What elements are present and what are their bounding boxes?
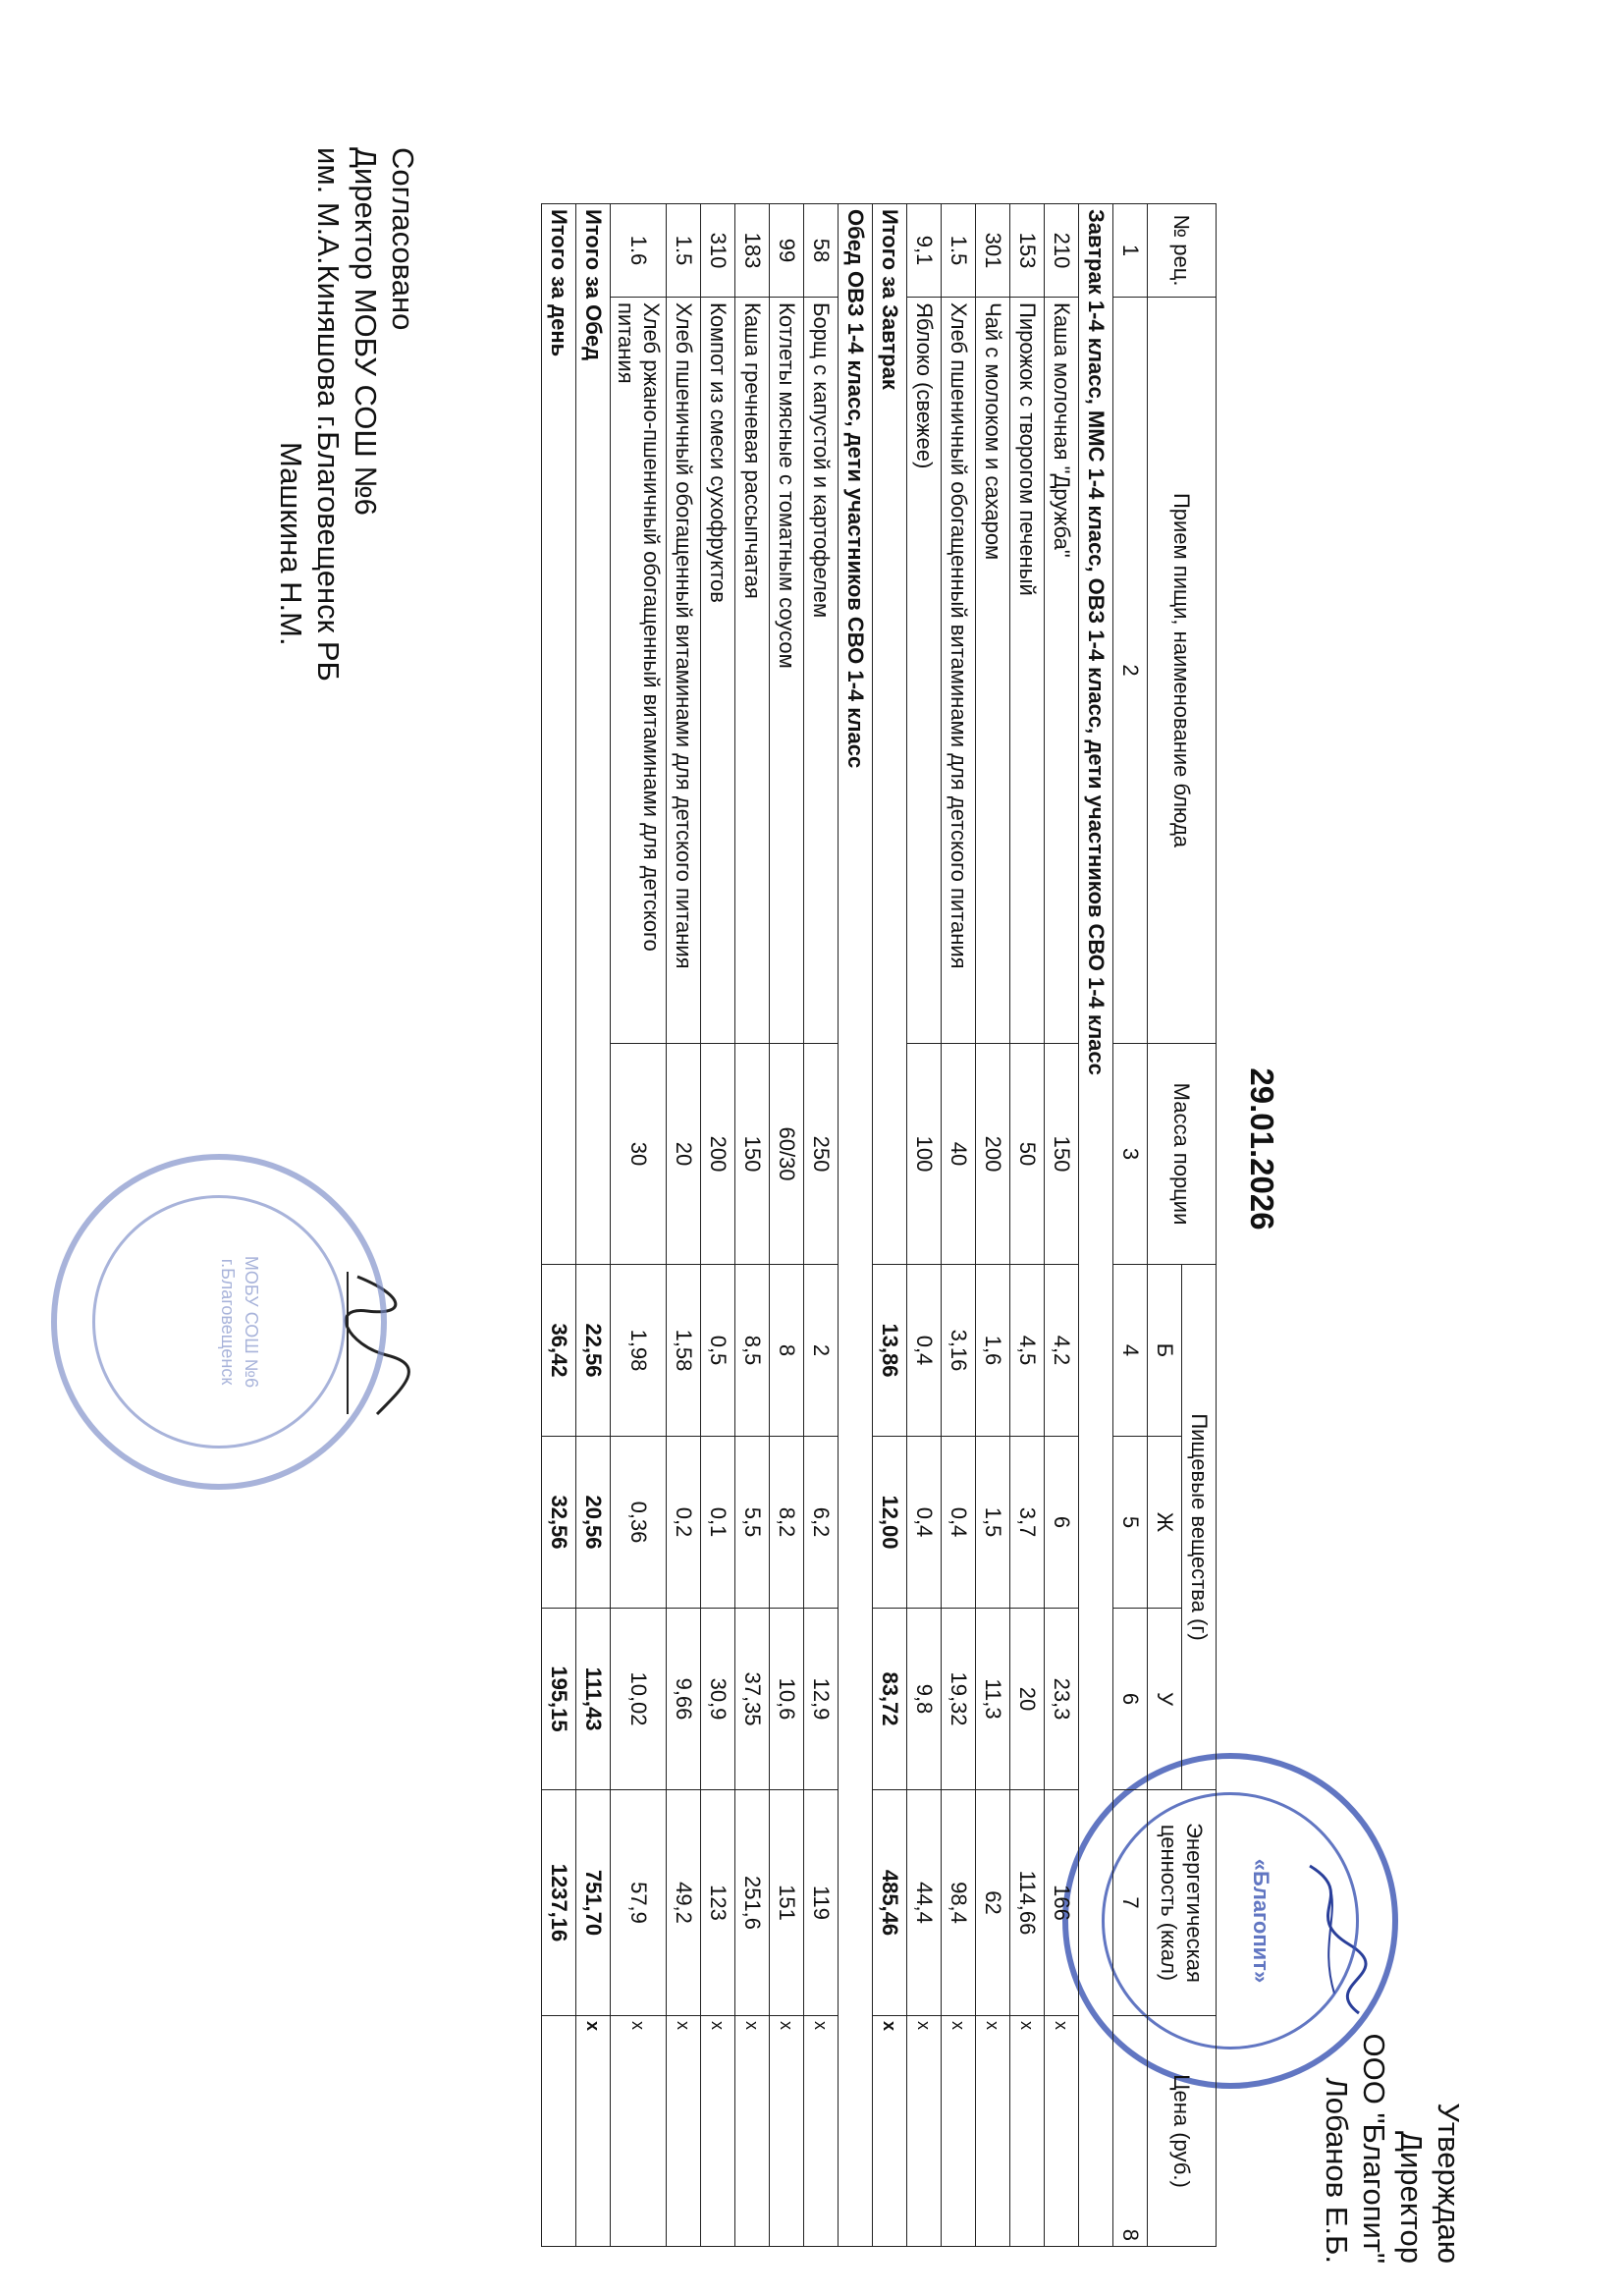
u-cell: 30,9 [701, 1609, 735, 1790]
menu-table [541, 203, 1217, 2247]
price-cell: x [701, 2016, 735, 2247]
col-number: 5 [1113, 1437, 1148, 1609]
kcal-cell: 166 [1045, 1790, 1079, 2016]
kcal-cell: 123 [701, 1790, 735, 2016]
price-cell: x [1045, 2016, 1079, 2247]
approval-left-position: Директор МОБУ СОШ №6 [349, 147, 383, 516]
price-cell: x [770, 2016, 804, 2247]
b-cell: 1,58 [667, 1265, 701, 1437]
b-cell: 2 [804, 1265, 839, 1437]
mass-cell: 30 [611, 1044, 667, 1265]
zh-cell: 3,7 [1010, 1437, 1045, 1609]
approval-left-school: им. М.А.Киняшова г.Благовещенск РБ [311, 147, 346, 682]
approval-right-position: Директор [1394, 2130, 1429, 2264]
u-cell: 9,8 [907, 1609, 942, 1790]
kcal-cell: 251,6 [735, 1790, 770, 2016]
b-cell: 36,42 [542, 1265, 576, 1437]
b-cell: 13,86 [873, 1265, 907, 1437]
header-u: У [1148, 1609, 1182, 1790]
u-cell: 111,43 [576, 1609, 611, 1790]
header-zh: Ж [1148, 1437, 1182, 1609]
breakfast-title: Завтрак 1-4 класс, ММС 1-4 класс, ОВЗ 1-4 класс, дети участников СВО 1-4 класс [1079, 204, 1113, 2247]
kcal-cell: 98,4 [942, 1790, 976, 2016]
header-nutrients: Пищевые вещества (г) [1182, 1265, 1217, 1790]
dish-cell: Хлеб пшеничный обогащенный витаминами для детского питания [667, 298, 701, 1044]
price-cell: x [804, 2016, 839, 2247]
price-cell: x [667, 2016, 701, 2247]
dish-cell: Котлеты мясные с томатным соусом [770, 298, 804, 1044]
price-cell: x [942, 2016, 976, 2247]
rec-cell: 210 [1045, 204, 1079, 298]
mass-cell: 150 [735, 1044, 770, 1265]
approval-right-title: Утверждаю [1432, 2103, 1466, 2264]
dish-cell: Компот из смеси сухофруктов [701, 298, 735, 1044]
kcal-cell: 49,2 [667, 1790, 701, 2016]
zh-cell: 0,4 [907, 1437, 942, 1609]
kcal-cell: 57,9 [611, 1790, 667, 2016]
table-row [667, 204, 701, 2247]
zh-cell: 12,00 [873, 1437, 907, 1609]
mass-cell: 200 [976, 1044, 1010, 1265]
rec-cell: 183 [735, 204, 770, 298]
col-number: 1 [1113, 204, 1148, 298]
u-cell: 37,35 [735, 1609, 770, 1790]
total-label: Итого за Завтрак [873, 204, 907, 1265]
rec-cell: 1.5 [942, 204, 976, 298]
approval-right-person: Лобанов Е.Б. [1320, 2077, 1354, 2264]
u-cell: 9,66 [667, 1609, 701, 1790]
u-cell: 23,3 [1045, 1609, 1079, 1790]
mass-cell: 20 [667, 1044, 701, 1265]
header-energy: Энергетическая ценность (ккал) [1148, 1790, 1217, 2016]
table-row [942, 204, 976, 2247]
rec-cell: 1.6 [611, 204, 667, 298]
mass-cell: 250 [804, 1044, 839, 1265]
mass-cell: 100 [907, 1044, 942, 1265]
header-portion: Масса порции [1148, 1044, 1217, 1265]
lunch-title: Обед ОВЗ 1-4 класс, дети участников СВО 1-4 класс [839, 204, 873, 2247]
dish-cell: Каша молочная "Дружба" [1045, 298, 1079, 1044]
dish-cell: Борщ с капустой и картофелем [804, 298, 839, 1044]
rec-cell: 9,1 [907, 204, 942, 298]
b-cell: 0,5 [701, 1265, 735, 1437]
b-cell: 1,6 [976, 1265, 1010, 1437]
b-cell: 4,5 [1010, 1265, 1045, 1437]
col-number: 7 [1113, 1790, 1148, 2016]
mass-cell: 40 [942, 1044, 976, 1265]
mass-cell: 60/30 [770, 1044, 804, 1265]
b-cell: 8 [770, 1265, 804, 1437]
mass-cell: 50 [1010, 1044, 1045, 1265]
u-cell: 10,02 [611, 1609, 667, 1790]
zh-cell: 32,56 [542, 1437, 576, 1609]
kcal-cell: 751,70 [576, 1790, 611, 2016]
day-total-row [542, 204, 576, 2247]
u-cell: 12,9 [804, 1609, 839, 1790]
dish-cell: Хлеб ржано-пшеничный обогащенный витаминами для детского питания [611, 298, 667, 1044]
zh-cell: 0,36 [611, 1437, 667, 1609]
dish-cell: Хлеб пшеничный обогащенный витаминами для детского питания [942, 298, 976, 1044]
table-row [735, 204, 770, 2247]
price-cell: x [976, 2016, 1010, 2247]
header-b: Б [1148, 1265, 1182, 1437]
zh-cell: 0,4 [942, 1437, 976, 1609]
lunch-section-row [839, 204, 873, 2247]
kcal-cell: 62 [976, 1790, 1010, 2016]
zh-cell: 0,2 [667, 1437, 701, 1609]
b-cell: 4,2 [1045, 1265, 1079, 1437]
price-cell: x [735, 2016, 770, 2247]
rec-cell: 153 [1010, 204, 1045, 298]
kcal-cell: 44,4 [907, 1790, 942, 2016]
table-row [907, 204, 942, 2247]
zh-cell: 0,1 [701, 1437, 735, 1609]
rec-cell: 99 [770, 204, 804, 298]
price-cell: x [1010, 2016, 1045, 2247]
column-numbers-row [1113, 204, 1148, 2247]
header-rec-no: № рец. [1148, 204, 1217, 298]
dish-cell: Каша гречневая рассыпчатая [735, 298, 770, 1044]
zh-cell: 5,5 [735, 1437, 770, 1609]
price-cell: x [907, 2016, 942, 2247]
approval-left-person: Машкина Н.М. [274, 442, 308, 646]
u-cell: 20 [1010, 1609, 1045, 1790]
col-number: 8 [1113, 2016, 1148, 2247]
kcal-cell: 114,66 [1010, 1790, 1045, 2016]
breakfast-section-row [1079, 204, 1113, 2247]
kcal-cell: 119 [804, 1790, 839, 2016]
approval-left [272, 147, 421, 835]
table-row [804, 204, 839, 2247]
approval-right-company: ООО "Благопит" [1357, 2033, 1391, 2264]
menu-date: 29.01.2026 [1244, 1067, 1280, 1230]
col-number: 6 [1113, 1609, 1148, 1790]
dish-cell: Чай с молоком и сахаром [976, 298, 1010, 1044]
lunch-total-row [576, 204, 611, 2247]
price-cell: x [611, 2016, 667, 2247]
table-row [1045, 204, 1079, 2247]
rec-cell: 301 [976, 204, 1010, 298]
zh-cell: 20,56 [576, 1437, 611, 1609]
dish-cell: Пирожок с творогом печеный [1010, 298, 1045, 1044]
company-seal-stamp: «Благопит» [1062, 1753, 1398, 2089]
zh-cell: 6 [1045, 1437, 1079, 1609]
total-label: Итого за Обед [576, 204, 611, 1265]
school-seal-stamp: МОБУ СОШ №6 г.Благовещенск [51, 1154, 387, 1490]
u-cell: 83,72 [873, 1609, 907, 1790]
table-row [976, 204, 1010, 2247]
rec-cell: 310 [701, 204, 735, 298]
total-label: Итого за день [542, 204, 576, 1265]
b-cell: 1,98 [611, 1265, 667, 1437]
mass-cell: 150 [1045, 1044, 1079, 1265]
approval-left-title: Согласовано [386, 147, 420, 331]
zh-cell: 8,2 [770, 1437, 804, 1609]
mass-cell: 200 [701, 1044, 735, 1265]
col-number: 4 [1113, 1265, 1148, 1437]
breakfast-total-row [873, 204, 907, 2247]
zh-cell: 6,2 [804, 1437, 839, 1609]
u-cell: 195,15 [542, 1609, 576, 1790]
price-cell [542, 2016, 576, 2247]
table-row [701, 204, 735, 2247]
header-dish: Прием пищи, наименование блюда [1148, 298, 1217, 1044]
kcal-cell: 485,46 [873, 1790, 907, 2016]
u-cell: 10,6 [770, 1609, 804, 1790]
zh-cell: 1,5 [976, 1437, 1010, 1609]
table-row [611, 204, 667, 2247]
u-cell: 19,32 [942, 1609, 976, 1790]
table-row [1010, 204, 1045, 2247]
table-row [770, 204, 804, 2247]
b-cell: 22,56 [576, 1265, 611, 1437]
rec-cell: 58 [804, 204, 839, 298]
price-cell: x [576, 2016, 611, 2247]
rec-cell: 1.5 [667, 204, 701, 298]
u-cell: 11,3 [976, 1609, 1010, 1790]
b-cell: 8,5 [735, 1265, 770, 1437]
b-cell: 3,16 [942, 1265, 976, 1437]
kcal-cell: 1237,16 [542, 1790, 576, 2016]
dish-cell: Яблоко (свежее) [907, 298, 942, 1044]
col-number: 2 [1113, 298, 1148, 1044]
header-price: Цена (руб.) [1148, 2016, 1217, 2247]
price-cell: x [873, 2016, 907, 2247]
kcal-cell: 151 [770, 1790, 804, 2016]
b-cell: 0,4 [907, 1265, 942, 1437]
col-number: 3 [1113, 1044, 1148, 1265]
